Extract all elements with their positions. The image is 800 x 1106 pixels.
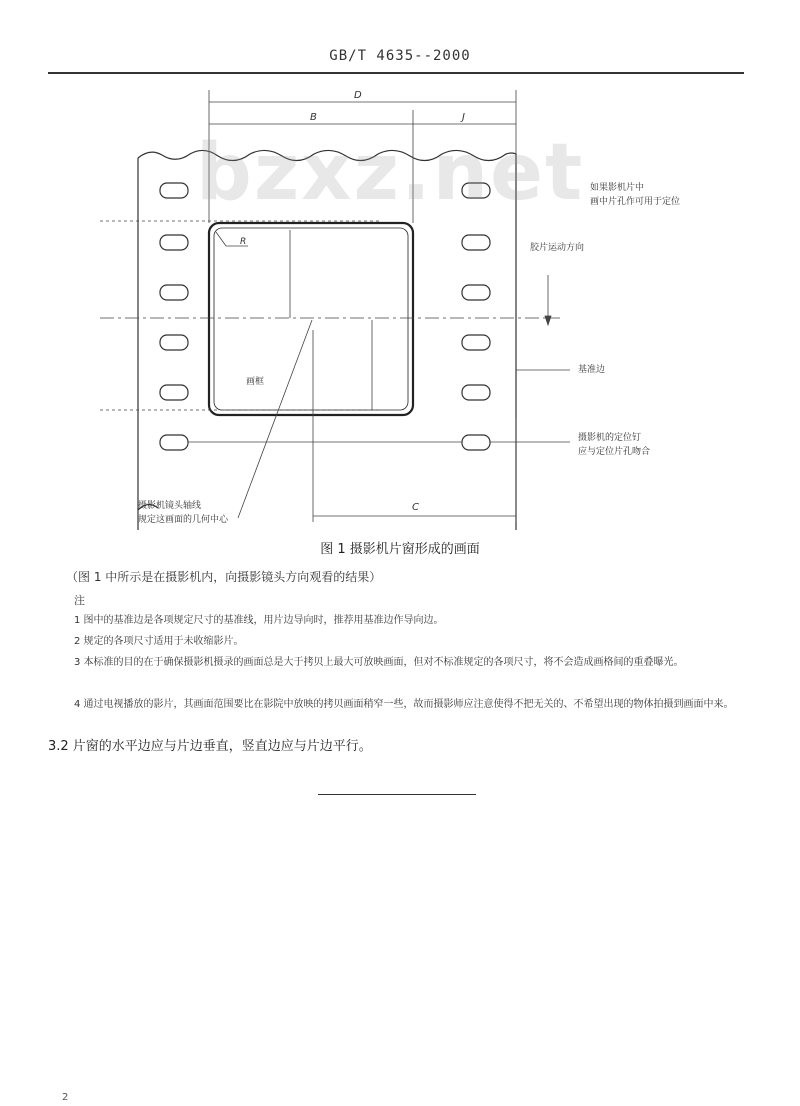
sprocket-holes-right — [462, 183, 490, 450]
notes-label: 注 — [74, 594, 85, 607]
standard-number: GB/T 4635--2000 — [329, 48, 471, 64]
dim-label-d: D — [354, 90, 362, 101]
callout-inner-frame: 画框 — [246, 377, 265, 387]
callout-lens-axis: 摄影机镜头轴线规定这画面的几何中心 — [138, 501, 229, 525]
watermark: bzxz.net — [196, 128, 585, 218]
header-rule — [48, 72, 744, 74]
dim-label-j: J — [462, 112, 465, 123]
page-number: 2 — [62, 1092, 69, 1103]
figure-subcaption: （图 1 中所示是在摄影机内，向摄影镜头方向观看的结果） — [66, 570, 382, 584]
note-item-1: 1 图中的基准边是各项规定尺寸的基准线，用片边导向时，推荐用基准边作导向边。 — [74, 615, 444, 626]
end-rule — [318, 794, 476, 795]
note-item-2: 2 规定的各项尺寸适用于未收缩影片。 — [74, 636, 244, 647]
callout-direction: 胶片运动方向 — [530, 243, 585, 253]
note-item-3: 3 本标准的目的在于确保摄影机摄录的画面总是大于拷贝上最大可放映画面，但对不标准规定的各项尺寸，将不会造成画格间的重叠曝光。 — [74, 657, 684, 668]
dim-label-b: B — [310, 112, 317, 123]
dim-label-c: C — [412, 502, 419, 513]
leader-lines — [188, 232, 570, 518]
frame-window — [209, 223, 413, 415]
callout-reference-edge: 基准边 — [578, 365, 606, 375]
dim-label-r: R — [240, 237, 247, 247]
note-item-4: 4 通过电视播放的影片，其画面范围要比在影院中放映的拷贝画面稍窄一些，故而摄影师应注意使得不把无关的、不希望出现的物体拍摄到画面中来。 — [74, 699, 734, 710]
figure-caption: 图 1 摄影机片窗形成的画面 — [320, 542, 480, 557]
section-3-2: 3.2 片窗的水平边应与片边垂直，竖直边应与片边平行。 — [48, 739, 372, 754]
callout-positioning: 摄影机的定位钉应与定位片孔吻合 — [578, 433, 651, 457]
callout-top-right: 如果影机片中画中片孔作可用于定位 — [590, 183, 681, 207]
